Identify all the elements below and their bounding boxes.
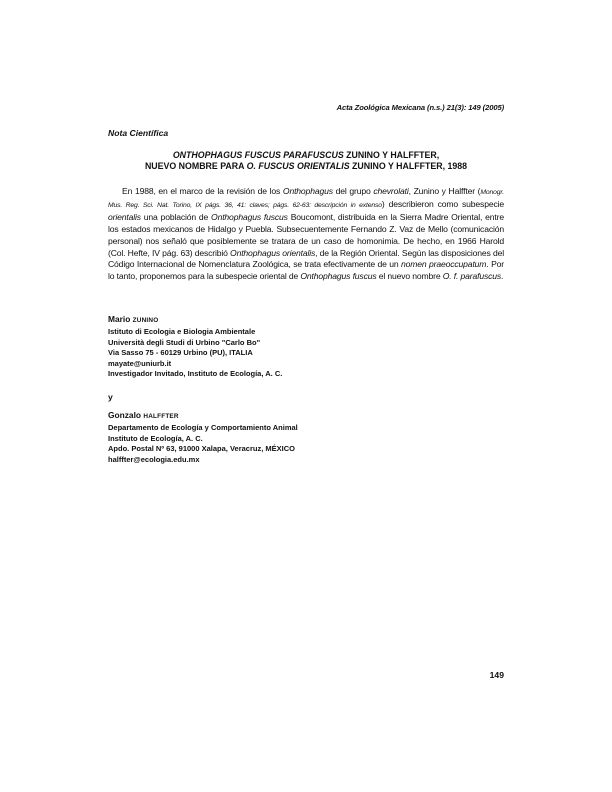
- page-number: 149: [489, 670, 504, 680]
- latin-term: nomen praeoccupatum: [401, 259, 487, 270]
- body-paragraph: [108, 186, 504, 283]
- citation-pages: , IX págs. 36, 41: claves; págs. 62-63: descripción in extenso: [190, 201, 382, 209]
- author-affiliation-line: Departamento de Ecología y Comportamiento Animal: [108, 423, 298, 433]
- text-run: .: [501, 271, 504, 282]
- article-title: [108, 150, 504, 172]
- text-run: Boucomont, distribuida en la Sierra Madre Oriental, entre los estados mexicanos de Hidalgo y Puebla. Subsecuentemente Fernando Z. Vaz de Mello (comunicación personal) nos señaló que posiblemente se tratara de un caso de homonimia. De hecho, en 1966 Harold (Col. Hefte, IV pág. 63) describió: [108, 211, 504, 258]
- text-run: una población de: [140, 211, 212, 222]
- title-prefix: NUEVO NOMBRE PARA: [144, 161, 247, 171]
- taxon-name: Onthophagus fuscus: [300, 271, 377, 282]
- text-run: del grupo: [332, 186, 374, 196]
- author-separator: y: [108, 392, 113, 402]
- author-last-name: HALFFTER: [143, 413, 179, 420]
- author-email: halffter@ecologia.edu.mx: [108, 454, 200, 464]
- title-taxon-authors: ZUNINO Y HALFFTER,: [343, 150, 440, 160]
- author-name: [108, 314, 504, 326]
- author-name: [108, 410, 504, 422]
- new-taxon-name: O. f. parafuscus: [442, 271, 502, 282]
- author-affiliation-line: Instituto de Ecología, A. C.: [108, 433, 203, 443]
- author-block-1: [108, 314, 504, 379]
- title-line-2: [108, 161, 504, 172]
- taxon-name: Onthophagus: [282, 186, 333, 196]
- author-last-name: ZUNINO: [132, 317, 159, 324]
- taxon-name: orientalis: [108, 211, 141, 222]
- journal-reference: Acta Zoológica Mexicana (n.s.) 21(3): 149 (2005): [336, 103, 504, 112]
- author-first-name: Gonzalo: [108, 410, 144, 420]
- taxon-name: Onthophagus fuscus: [211, 211, 288, 222]
- title-replaced-name: O. FUSCUS ORIENTALIS: [246, 161, 350, 171]
- text-run: , de la Región Oriental. Según las disposiciones del Código Internacional de Nomenclatura Zoológica, se trata efectivamente de un: [108, 247, 504, 270]
- text-run: ) describieron como subespecie: [381, 198, 504, 209]
- author-affiliation-line: Università degli Studi di Urbino "Carlo Bo": [108, 337, 261, 347]
- author-affiliation-line: Investigador Invitado, Instituto de Ecología, A. C.: [108, 369, 283, 379]
- taxon-name: Onthophagus orientalis: [230, 247, 316, 258]
- text-run: , Zunino y Halffter (: [408, 186, 481, 196]
- title-taxon-name: ONTHOPHAGUS FUSCUS PARAFUSCUS: [172, 150, 344, 160]
- taxon-name: chevrolati: [373, 186, 409, 196]
- paragraph: [108, 186, 504, 283]
- author-first-name: Mario: [108, 314, 133, 324]
- text-run: En 1988, en el marco de la revisión de los: [122, 186, 283, 196]
- author-affiliation-line: Via Sasso 75 - 60129 Urbino (PU), ITALIA: [108, 348, 253, 358]
- author-block-2: [108, 410, 504, 465]
- author-affiliation-line: Apdo. Postal Nº 63, 91000 Xalapa, Veracruz, MÉXICO: [108, 444, 295, 454]
- citation-journal: Monogr. Mus. Reg. Sci. Nat. Torino: [108, 189, 504, 209]
- title-replaced-authors: ZUNINO Y HALFFTER, 1988: [349, 161, 468, 171]
- section-label: Nota Científica: [108, 128, 169, 138]
- text-run: . Por lo tanto, proponemos para la subespecie oriental de: [108, 259, 504, 282]
- author-affiliation-line: Istituto di Ecologia e Biologia Ambientale: [108, 327, 256, 337]
- title-line-1: [108, 150, 504, 161]
- text-run: el nuevo nombre: [376, 271, 443, 282]
- author-email: mayate@uniurb.it: [108, 358, 172, 368]
